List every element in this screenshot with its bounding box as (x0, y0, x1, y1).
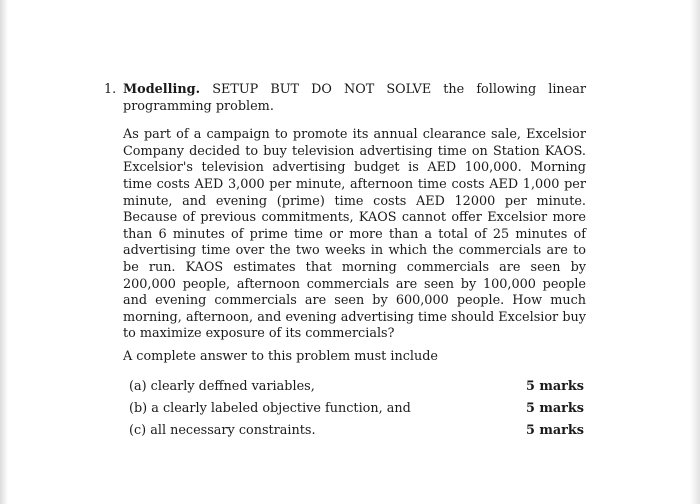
answer-part (129, 398, 586, 420)
answer-part (129, 376, 586, 398)
problem-text: As part of a campaign to promote its annual clearance sale, Excelsior Company decided to buy television advertising time on Station KAOS. Excelsior's television advertising budget is AED 100,000. Morning time costs AED 3,000 per minute, afternoon time costs AED 1,000 per minute, and evening (prime) time costs AED 12000 per minute. Because of previous commitments, KAOS cannot offer Excelsior more than 6 minutes of prime time or more than a total of 25 minutes of advertising time over the two weeks in which the commercials are to be run. KAOS estimates that morning commercials are seen by 200,000 people, afternoon commercials are seen by 100,000 people and evening commercials are seen by 600,000 people. How much morning, afternoon, and evening advertising time should Excelsior buy to maximize exposure of its commercials? (123, 127, 586, 342)
question-title: Modelling. (123, 82, 201, 97)
question-header (104, 82, 586, 115)
question-instruction: SETUP BUT DO NOT SOLVE the following linear programming problem. (123, 82, 586, 114)
page-edge-shadow-left (0, 0, 8, 504)
question-number: 1. (104, 82, 117, 97)
question-block (104, 82, 586, 442)
part-label: (b) a clearly labeled objective function, and (129, 400, 411, 416)
page-edge-shadow-right (690, 0, 700, 504)
part-marks: 5 marks (525, 400, 584, 416)
part-marks: 5 marks (525, 422, 584, 438)
part-label: (a) clearly deffned variables, (129, 378, 315, 394)
part-marks: 5 marks (525, 378, 584, 394)
problem-statement (104, 127, 586, 343)
answer-parts-list (104, 376, 586, 442)
answer-requirements-intro: A complete answer to this problem must include (123, 348, 438, 364)
part-label: (c) all necessary constraints. (129, 422, 316, 438)
answer-part (129, 420, 586, 442)
